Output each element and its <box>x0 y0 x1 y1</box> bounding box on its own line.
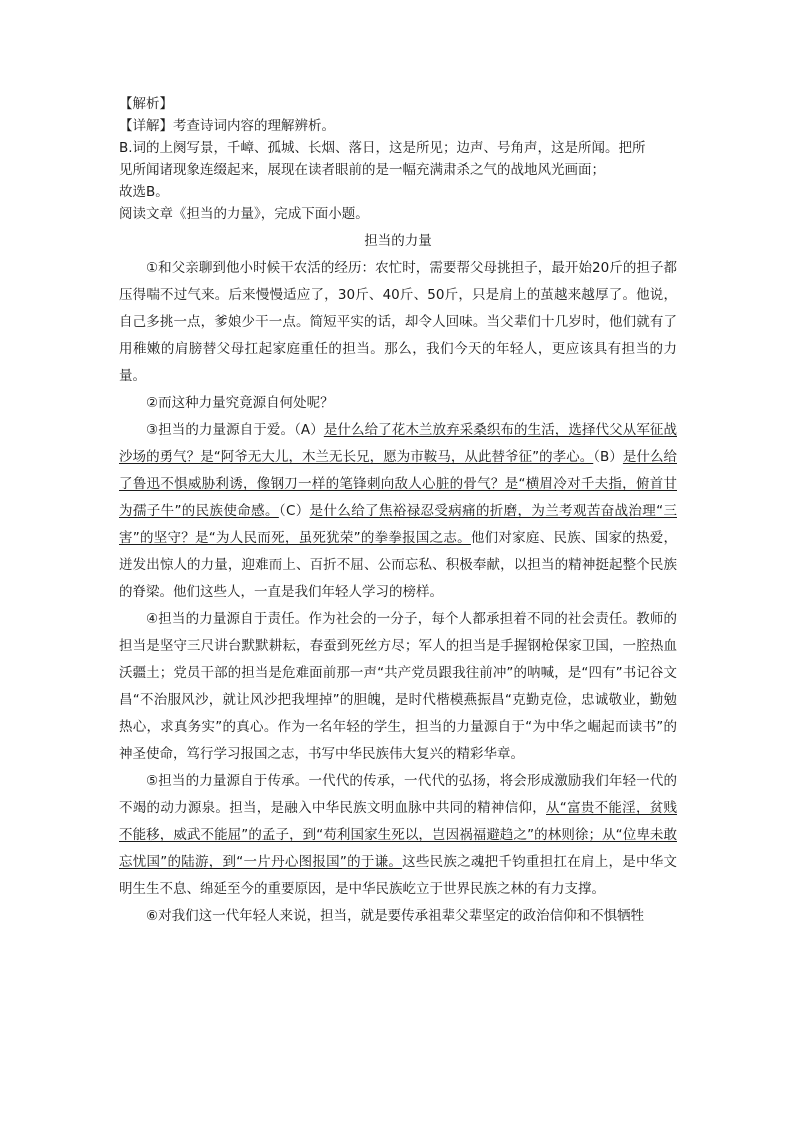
p5-lead: ⑤担当的力量源自于传承。一代代的传承，一代代的弘扬，将会形成激励我们年轻一代的不竭的动力源泉。担当，是融入中华民族文明血脉中共同的精神信仰， <box>119 773 677 816</box>
detail-label: 【详解】 <box>119 118 173 134</box>
p3-marker-c: （C） <box>278 503 310 519</box>
option-b-line-1: B.词的上阕写景，千嶂、孤城、长烟、落日，这是所见；边声、号角声，这是所闻。把所 <box>119 140 646 156</box>
answer-text: 故选B。 <box>119 184 169 200</box>
article-paragraph-2: ②而这种力量究竟源自何处呢？ <box>146 395 334 411</box>
analysis-heading: 【解析】 <box>119 96 173 112</box>
article-paragraph-3 <box>119 417 677 606</box>
p5-underlined: 从“富贵不能淫，贫贱不能移，威武不能屈”的孟子，到“苟利国家生死以，岂因祸福避趋之”的林则徐；从“位卑未敢忘忧国”的陆游，到“一片丹心图报国”的于谦。 <box>119 800 678 870</box>
article-paragraph-4: ④担当的力量源自于责任。作为社会的一分子，每个人都承担着不同的社会责任。教师的担当是坚守三尺讲台默默耕耘，春蚕到死丝方尽；军人的担当是手握钢枪保家卫国，一腔热血沃疆土；党员干部的担当是危难面前那一声“共产党员跟我往前冲”的呐喊，是“四有”书记谷文昌“不治服风沙，就让风沙把我埋掉”的胆魄，是时代楷模燕振昌“克勤克俭，忠诚敬业，勤勉热心，求真务实”的真心。作为一名年轻的学生，担当的力量源自于“为中华之崛起而读书”的神圣使命，笃行学习报国之志，书写中华民族伟大复兴的精彩华章。 <box>119 611 677 762</box>
article-paragraph-1: ①和父亲聊到他小时候干农活的经历：农忙时，需要帮父母挑担子，最开始20斤的担子都压得喘不过气来。后来慢慢适应了，30斤、40斤、50斤，只是肩上的茧越来越厚了。他说，自己多挑一点，爹娘少干一点。简短平实的话，却令人回味。当父辈们十几岁时，他们就有了用稚嫩的肩膀替父母扛起家庭重任的担当。那么，我们今天的年轻人，更应该具有担当的力量。 <box>119 260 677 384</box>
article-title: 担当的力量 <box>364 233 432 249</box>
document-page <box>119 93 677 930</box>
p3-underlined-a: 是什么给了花木兰放弃采桑织布的生活，选择代父从军征战沙场的勇气？是“阿爷无大儿，木兰无长兄，愿为市鞍马，从此替爷征”的孝心。 <box>119 422 677 465</box>
p5-rest: 这些民族之魂把千钧重担扛在肩上，是中华文明生生不息、绵延至今的重要原因，是中华民族屹立于世界民族之林的有力支撑。 <box>119 854 677 897</box>
detail-text: 考查诗词内容的理解辨析。 <box>173 118 335 134</box>
p3-rest: 他们对家庭、民族、国家的热爱，迸发出惊人的力量，迎难而上、百折不屈、公而忘私、积极奉献，以担当的精神挺起整个民族的脊梁。他们这些人，一直是我们年轻人学习的榜样。 <box>119 530 677 600</box>
reading-instruction: 阅读文章《担当的力量》，完成下面小题。 <box>119 206 369 222</box>
p3-marker-b: （B） <box>593 449 623 465</box>
p3-lead: ③担当的力量源自于爱。（A） <box>146 422 324 438</box>
analysis-detail <box>119 115 677 137</box>
article-paragraph-6: ⑥对我们这一代年轻人来说，担当，就是要传承祖辈父辈坚定的政治信仰和不惧牺牲 <box>146 908 645 924</box>
p3-underlined-c: 是什么给了焦裕禄忍受病痛的折磨，为兰考观苦奋战治理“三害”的坚守？是“为人民而死，虽死犹荣”的拳拳报国之志。 <box>119 503 677 546</box>
article-paragraph-5 <box>119 768 677 903</box>
option-b-line-2: 见所闻诸现象连缀起来，展现在读者眼前的是一幅充满肃杀之气的战地风光画面； <box>119 162 605 178</box>
p3-underlined-b: 是什么给了鲁迅不惧威胁利诱，像钢刀一样的笔锋刺向敌人心脏的骨气？是“横眉冷对千夫指，俯首甘为孺子牛”的民族使命感。 <box>119 449 677 519</box>
